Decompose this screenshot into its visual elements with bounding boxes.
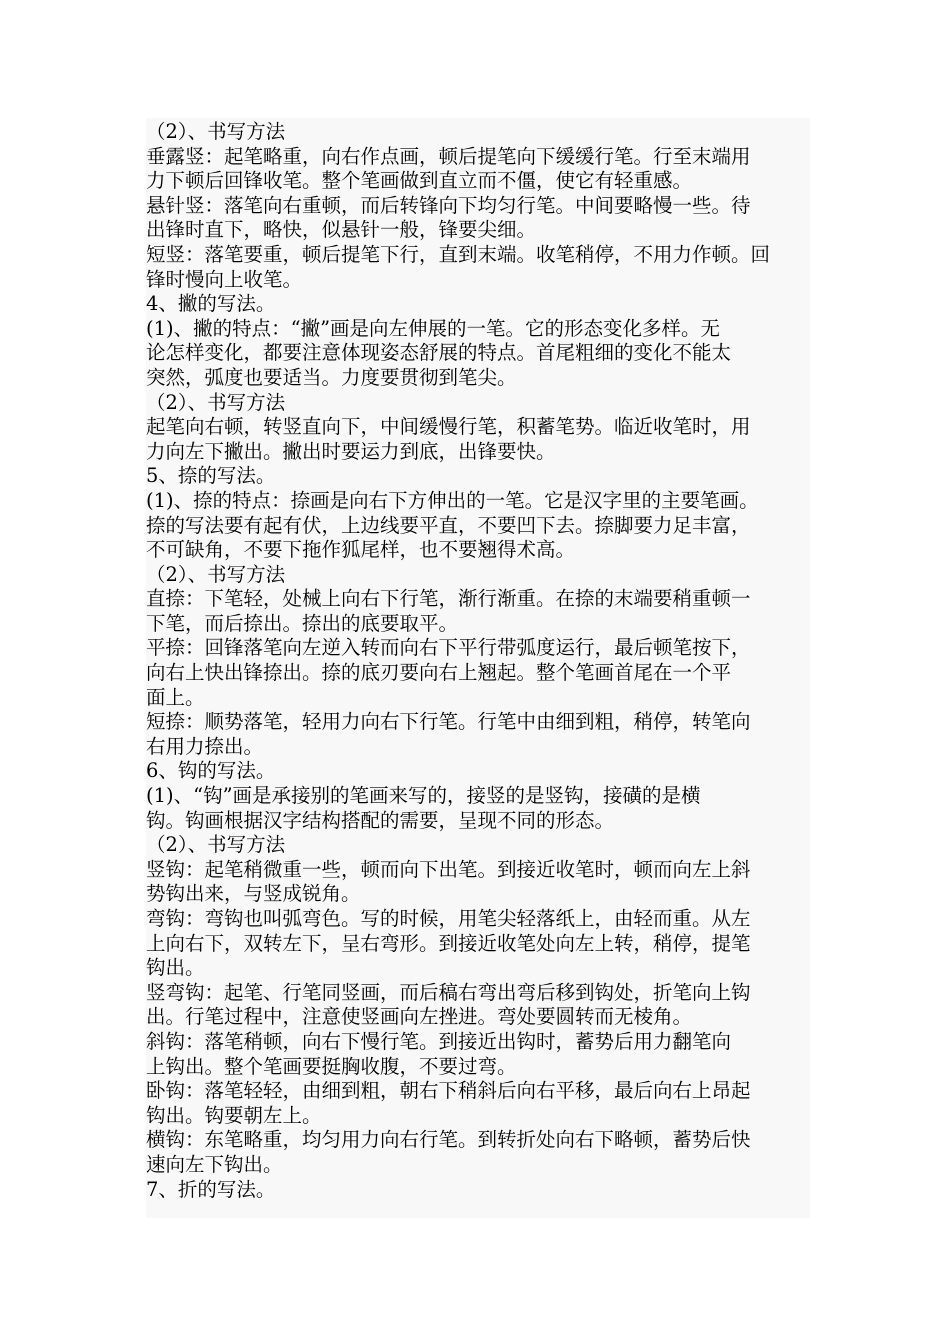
text-line: 竖弯钩：起笔、行笔同竖画，而后稿右弯出弯后移到钩处，折笔向上钩	[146, 980, 751, 1004]
text-line: 竖钩：起笔稍微重一些，顿而向下出笔。到接近收笔时，顿而向左上斜	[146, 857, 751, 881]
text-line: 力下顿后回锋收笔。整个笔画做到直立而不僵，使它有轻重感。	[146, 169, 693, 193]
text-line: （2）、书写方法	[146, 833, 286, 857]
text-line: 出。行笔过程中，注意使竖画向左挫进。弯处要圆转而无棱角。	[146, 1005, 693, 1029]
text-line: 弯钩：弯钩也叫弧弯色。写的时候，用笔尖轻落纸上，由轻而重。从左	[146, 907, 751, 930]
text-line: 6、钩的写法。	[146, 759, 276, 783]
text-line: 起笔向右顿，转竖直向下，中间缓慢行笔，积蓄笔势。临近收笔时，用	[146, 415, 751, 439]
text-line: 力向左下撇出。撇出时要运力到底，出锋要快。	[146, 439, 556, 463]
text-line: 论怎样变化，都要注意体现姿态舒展的特点。首尾粗细的变化不能太	[146, 341, 732, 365]
text-line: （2）、书写方法	[146, 120, 286, 143]
text-line: （2）、书写方法	[146, 390, 286, 414]
text-line: 短竖：落笔要重，顿后提笔下行，直到末端。收笔稍停，不用力作顿。回	[146, 242, 771, 266]
text-line: 钩出。钩要朝左上。	[146, 1103, 322, 1127]
text-line: 卧钩：落笔轻轻，由细到粗，朝右下稍斜后向右平移，最后向右上昂起	[146, 1079, 751, 1103]
text-line: 5、捺的写法。	[146, 464, 276, 488]
text-line: 横钩：东笔略重，均匀用力向右行笔。到转折处向右下略顿，蓄势后快	[146, 1128, 751, 1152]
text-line: 上向右下，双转左下，呈右弯形。到接近收笔处向左上转，稍停，提笔	[146, 931, 751, 955]
text-line: 下笔，而后捺出。捺出的底要取平。	[146, 611, 459, 635]
text-line: (1)、“钩”画是承接别的笔画来写的，接竖的是竖钩，接磺的是横	[146, 784, 701, 808]
text-line: 平捺：回锋落笔向左逆入转而向右下平行带弧度运行，最后顿笔按下，	[146, 636, 751, 660]
text-line: 垂露竖：起笔略重，向右作点画，顿后提笔向下缓缓行笔。行至末端用	[146, 144, 751, 168]
text-line: 悬针竖：落笔向右重顿，而后转锋向下均匀行笔。中间要略慢一些。待	[146, 193, 751, 217]
text-line: 突然，弧度也要适当。力度要贯彻到笔尖。	[146, 365, 517, 389]
text-line: 势钩出来，与竖成锐角。	[146, 882, 361, 906]
text-line: (1)、捺的特点：捺画是向右下方伸出的一笔。它是汉字里的主要笔画。	[146, 488, 759, 512]
text-line: 短捺：顺势落笔，轻用力向右下行笔。行笔中由细到粗，稍停，转笔向	[146, 710, 751, 734]
text-line: 钩出。	[146, 956, 205, 980]
text-line: 出锋时直下，略快，似悬针一般，锋要尖细。	[146, 218, 537, 242]
text-line: 锋时慢向上收笔。	[146, 267, 303, 291]
text-line: 速向左下钩出。	[146, 1152, 283, 1176]
text-line: 钩。钩画根据汉字结构搭配的需要，呈现不同的形态。	[146, 808, 615, 832]
text-line: 右用力捺出。	[146, 734, 264, 758]
text-line: 直捺：下笔轻，处械上向右下行笔，渐行渐重。在捺的末端要稍重顿一	[146, 587, 751, 611]
text-line: 7、折的写法。	[146, 1177, 276, 1201]
text-line: 4、撇的写法。	[146, 292, 276, 316]
text-line: 上钩出。整个笔画要挺胸收腹，不要过弯。	[146, 1054, 517, 1078]
text-line: （2）、书写方法	[146, 562, 286, 586]
text-line: 捺的写法要有起有伏，上边线要平直，不要凹下去。捺脚要力足丰富，	[146, 513, 751, 537]
text-line: 向右上快出锋捺出。捺的底刃要向右上翘起。整个笔画首尾在一个平	[146, 661, 732, 685]
document-body	[146, 120, 826, 1202]
text-line: 不可缺角，不要下拖作狐尾样，也不要翘得术高。	[146, 538, 576, 562]
text-line: 面上。	[146, 685, 205, 709]
text-line: (1)、撇的特点：“撇”画是向左伸展的一笔。它的形态变化多样。无	[146, 316, 721, 340]
text-line: 斜钩：落笔稍顿，向右下慢行笔。到接近出钩时，蓄势后用力翻笔向	[146, 1029, 732, 1053]
